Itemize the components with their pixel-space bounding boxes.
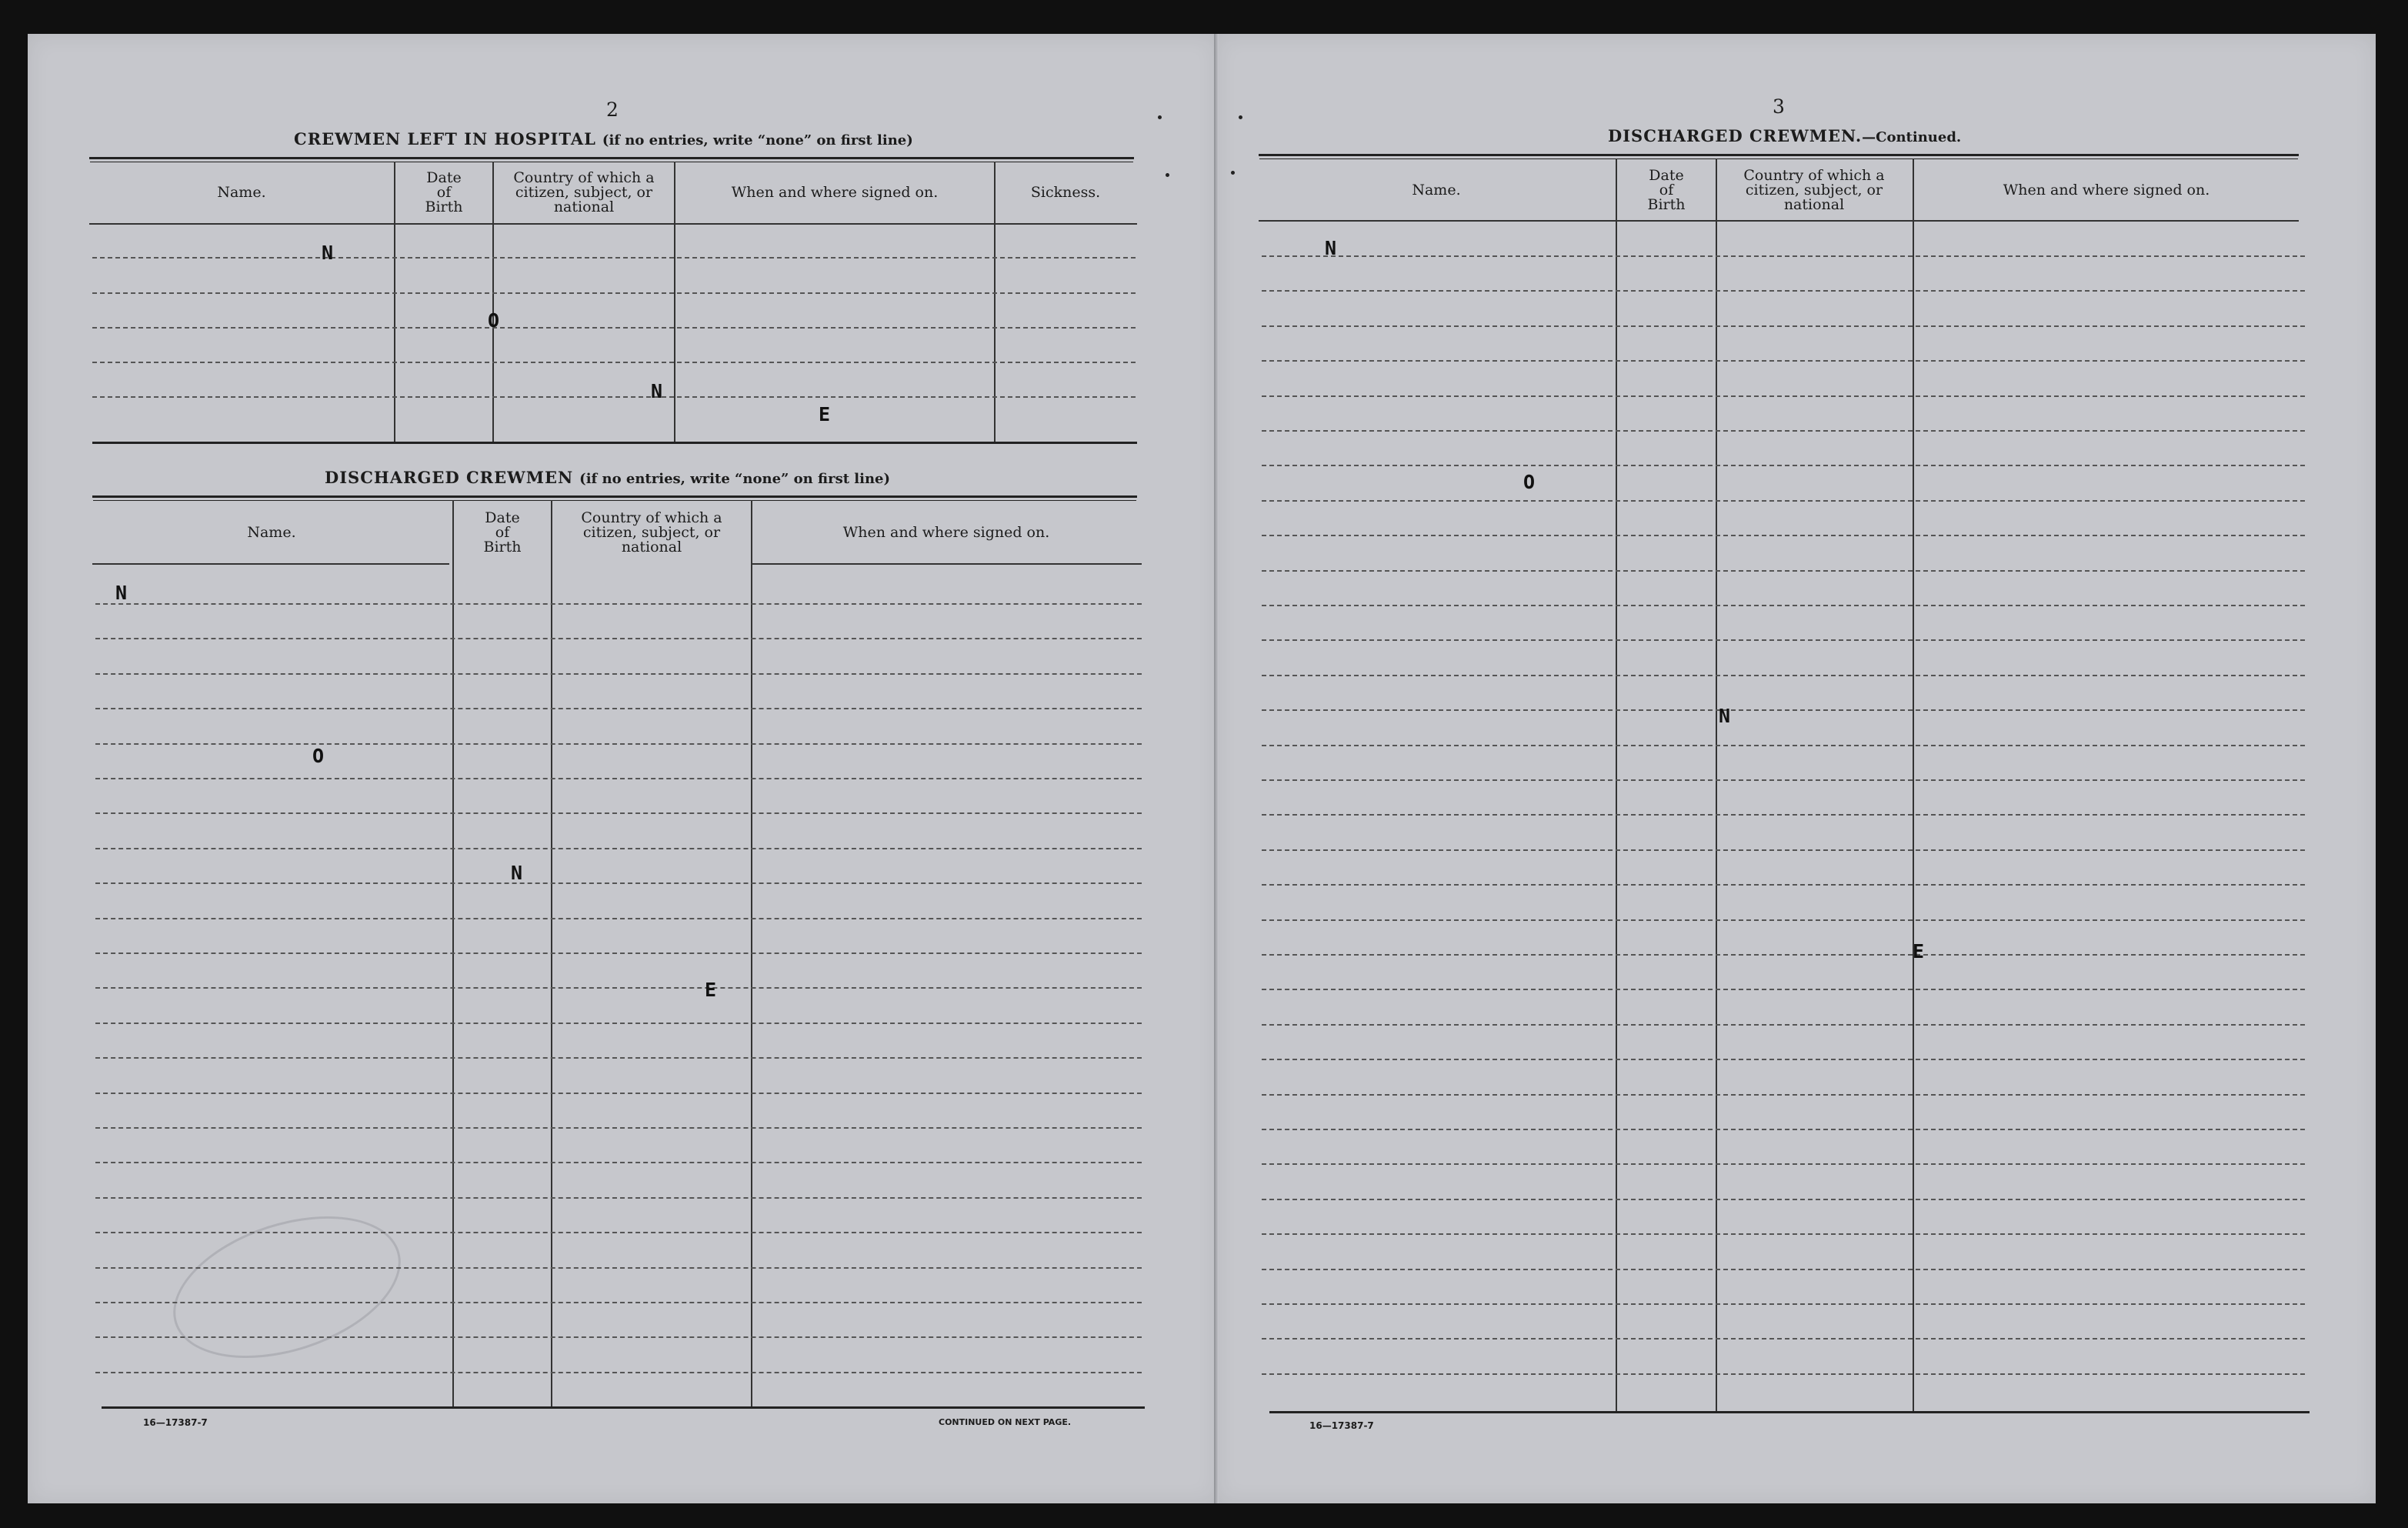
entry-line	[95, 918, 1142, 919]
entry-line	[95, 1127, 1142, 1129]
entry-line	[95, 673, 1142, 675]
binding-seam	[1214, 34, 1219, 1503]
hospital-title-note: (if no entries, write “none” on first line)	[602, 132, 913, 148]
discharged-section-title	[325, 468, 890, 487]
none-mark-letter: N	[511, 862, 523, 884]
hospital-col-divider	[394, 162, 395, 442]
none-mark-letter: O	[488, 309, 500, 332]
right-top-rule	[1259, 154, 2299, 156]
entry-line	[95, 812, 1142, 814]
entry-line	[1262, 989, 2305, 990]
entry-line	[1262, 1303, 2305, 1305]
entry-line	[1262, 570, 2305, 572]
right-col-country: Country of which a citizen, subject, or national	[1743, 166, 1885, 213]
entry-line	[1262, 1269, 2305, 1270]
right-col-signed-on: When and where signed on.	[2003, 181, 2210, 199]
discharged-col-divider	[751, 500, 752, 1408]
right-header-rule	[1259, 220, 2299, 222]
speck	[1239, 115, 1242, 119]
discharged-continued-text: DISCHARGED CREWMEN.	[1608, 126, 1863, 145]
entry-line	[95, 743, 1142, 745]
entry-line	[1262, 360, 2305, 362]
entry-line	[1262, 605, 2305, 606]
right-col-divider	[1913, 158, 1914, 1413]
hospital-entry-line	[92, 257, 1136, 259]
entry-line	[1262, 884, 2305, 886]
right-page	[1216, 34, 2376, 1503]
entry-line	[95, 1232, 1142, 1233]
entry-line	[1262, 1059, 2305, 1060]
none-mark-letter: O	[1523, 471, 1536, 493]
page-number: 2	[606, 98, 619, 121]
entry-line	[1262, 639, 2305, 641]
entry-line	[1262, 675, 2305, 676]
entry-line	[95, 1336, 1142, 1338]
discharged-header-rule	[92, 563, 372, 565]
entry-line	[1262, 954, 2305, 956]
entry-line	[1262, 290, 2305, 292]
none-mark-letter: N	[322, 242, 334, 264]
entry-line	[95, 1057, 1142, 1059]
entry-line	[1262, 919, 2305, 921]
continued-suffix: —Continued.	[1862, 129, 1962, 145]
hospital-title-text: CREWMEN LEFT IN HOSPITAL	[294, 129, 596, 148]
none-mark-letter: N	[1325, 237, 1337, 259]
entry-line	[95, 1372, 1142, 1373]
hospital-section-title	[294, 129, 913, 148]
discharged-header-rule	[372, 563, 449, 565]
entry-line	[1262, 1094, 2305, 1096]
entry-line	[95, 882, 1142, 884]
entry-line	[95, 1197, 1142, 1199]
entry-line	[95, 1267, 1142, 1269]
entry-line	[1262, 465, 2305, 466]
entry-line	[95, 1302, 1142, 1303]
form-number-left: 16—17387-7	[143, 1417, 208, 1428]
discharged-title-text: DISCHARGED CREWMEN	[325, 468, 574, 487]
discharged-header-rule	[752, 563, 1142, 565]
none-mark-letter: O	[312, 745, 325, 767]
entry-line	[95, 603, 1142, 605]
hospital-col-divider	[492, 162, 494, 442]
entry-line	[95, 1023, 1142, 1024]
discharged-col-divider	[452, 500, 454, 1408]
discharged-title-note: (if no entries, write “none” on first line)	[579, 471, 891, 487]
speck	[1158, 115, 1162, 119]
right-col-name: Name.	[1412, 181, 1461, 199]
discharged-col-name: Name.	[247, 523, 296, 541]
none-mark-letter: E	[1913, 940, 1925, 963]
page-number: 3	[1773, 95, 1785, 118]
entry-line	[1262, 1233, 2305, 1235]
continued-next-page-note: CONTINUED ON NEXT PAGE.	[939, 1417, 1072, 1427]
right-col-divider	[1616, 158, 1617, 1413]
discharged-continued-title	[1608, 126, 1961, 145]
hospital-col-country: Country of which a citizen, subject, or national	[513, 168, 655, 215]
discharged-top-rule	[92, 495, 1137, 498]
hospital-entry-line	[92, 292, 1136, 294]
hospital-col-name: Name.	[217, 183, 266, 201]
entry-line	[1262, 430, 2305, 432]
none-mark-letter: N	[115, 582, 128, 604]
entry-line	[1262, 814, 2305, 816]
entry-line	[1262, 500, 2305, 502]
entry-line	[1262, 1024, 2305, 1026]
none-mark-letter: N	[651, 380, 663, 402]
discharged-col-country: Country of which a citizen, subject, or national	[581, 509, 722, 555]
discharged-col-signed-on: When and where signed on.	[842, 523, 1050, 541]
entry-line	[1262, 1338, 2305, 1340]
entry-line	[1262, 325, 2305, 327]
none-mark-letter: E	[819, 403, 831, 425]
discharged-bottom-rule	[102, 1406, 1145, 1409]
hospital-header-rule	[89, 223, 1137, 225]
entry-line	[95, 778, 1142, 779]
right-col-dob: Date of Birth	[1647, 166, 1686, 213]
speck	[1231, 171, 1235, 175]
hospital-entry-line	[92, 327, 1136, 329]
entry-line	[95, 848, 1142, 849]
entry-line	[1262, 255, 2305, 257]
hospital-entry-line	[92, 396, 1136, 398]
entry-line	[1262, 395, 2305, 397]
entry-line	[95, 1093, 1142, 1094]
entry-line	[1262, 1199, 2305, 1200]
entry-line	[1262, 745, 2305, 746]
hospital-col-dob: Date of Birth	[425, 168, 463, 215]
right-bottom-rule	[1269, 1411, 2310, 1413]
entry-line	[1262, 1129, 2305, 1130]
hospital-top-rule	[89, 157, 1134, 159]
hospital-col-signed-on: When and where signed on.	[731, 183, 939, 201]
entry-line	[1262, 779, 2305, 781]
hospital-col-divider	[994, 162, 996, 442]
entry-line	[1262, 535, 2305, 536]
entry-line	[95, 987, 1142, 989]
hospital-bottom-rule	[92, 442, 1137, 444]
hospital-col-divider	[674, 162, 675, 442]
hospital-col-sickness: Sickness.	[1030, 183, 1101, 201]
entry-line	[95, 638, 1142, 639]
entry-line	[95, 708, 1142, 709]
form-number-right: 16—17387-7	[1309, 1420, 1374, 1431]
entry-line	[95, 952, 1142, 954]
entry-line	[1262, 849, 2305, 851]
speck	[1166, 173, 1169, 177]
entry-line	[1262, 1163, 2305, 1165]
hospital-entry-line	[92, 362, 1136, 363]
discharged-col-divider	[551, 500, 552, 1408]
entry-line	[95, 1162, 1142, 1163]
discharged-col-dob: Date of Birth	[483, 509, 522, 555]
none-mark-letter: E	[705, 979, 717, 1001]
entry-line	[1262, 709, 2305, 711]
entry-line	[1262, 1373, 2305, 1375]
right-col-divider	[1716, 158, 1717, 1413]
none-mark-letter: N	[1719, 705, 1731, 727]
